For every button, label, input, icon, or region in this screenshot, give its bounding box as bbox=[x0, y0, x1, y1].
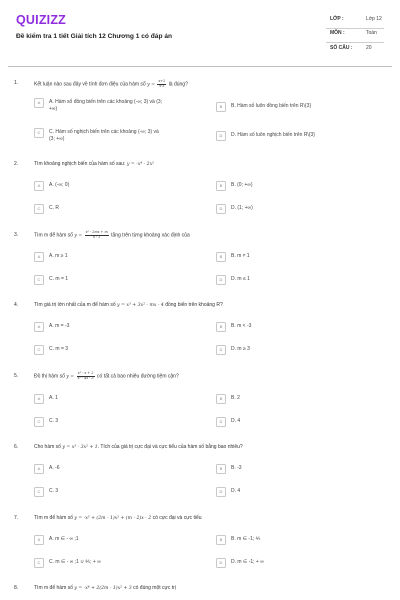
option-badge: B bbox=[216, 102, 226, 112]
document-title: Đề kiểm tra 1 tiết Giải tích 12 Chương 1 có đáp án bbox=[16, 33, 173, 40]
option-badge: A bbox=[34, 464, 44, 474]
question-prefix: Cho hàm số bbox=[34, 444, 61, 450]
question-prefix: Đồ thị hàm số bbox=[34, 373, 65, 380]
option-badge: A bbox=[34, 252, 44, 262]
option-text: C. R bbox=[49, 205, 59, 212]
option-badge: A bbox=[34, 322, 44, 332]
option-line-1: A. Hàm số đồng biến trên các khoảng (-∞; 3) và (3; bbox=[49, 99, 163, 106]
option-badge: C bbox=[34, 275, 44, 285]
option-line-1: C. Hàm số nghịch biến trên các khoảng (-∞; 3) và bbox=[49, 129, 159, 136]
option-text: A. m ∈ - ∞ ;1 bbox=[49, 536, 79, 543]
option-text: B. m ≠ 1 bbox=[231, 253, 250, 260]
question-math: y = x³ + 3x² - mx - 4 bbox=[117, 303, 164, 308]
option-text: A. -6 bbox=[49, 465, 60, 472]
question-number: 8. bbox=[14, 585, 19, 591]
question-text bbox=[34, 80, 188, 88]
option-text: D. m ≥ 3 bbox=[231, 346, 250, 353]
fraction-numerator: x+2 bbox=[158, 79, 166, 83]
question-prefix: Tìm m để hàm số bbox=[34, 515, 73, 521]
option-text: D. m ≤ 1 bbox=[231, 276, 250, 283]
question-prefix: Tìm giá trị lớn nhất của m để hàm số bbox=[34, 302, 116, 308]
meta-grade-label: LỚP : bbox=[330, 16, 344, 22]
meta-subject bbox=[326, 28, 384, 43]
option-text: C. m = 1 bbox=[49, 276, 69, 283]
question-fraction bbox=[157, 80, 166, 88]
meta-subject-value: Toán bbox=[366, 30, 377, 36]
option-badge: A bbox=[34, 394, 44, 404]
meta-count-value: 20 bbox=[366, 45, 372, 51]
option-badge: C bbox=[34, 345, 44, 355]
question-suffix: là đúng? bbox=[168, 81, 188, 88]
option-badge: B bbox=[216, 535, 226, 545]
option-badge: C bbox=[34, 417, 44, 427]
question-number: 2. bbox=[14, 161, 19, 167]
option-text: D. 4 bbox=[231, 418, 241, 425]
question-text bbox=[34, 231, 190, 239]
question-fraction bbox=[85, 231, 109, 239]
option-badge: B bbox=[216, 252, 226, 262]
question-math: y = bbox=[147, 82, 155, 88]
question-prefix: Kết luận nào sau đây về tính đơn điệu của hàm số bbox=[34, 81, 146, 88]
option-text: D. Hàm số luôn nghịch biến trên R\{3} bbox=[231, 132, 315, 139]
option-badge: D bbox=[216, 487, 226, 497]
quizizz-logo[interactable]: QUIZIZZ bbox=[16, 13, 67, 27]
question-fraction bbox=[77, 372, 95, 380]
option-badge: C bbox=[34, 487, 44, 497]
option-text: A. (-∞; 0) bbox=[49, 182, 70, 189]
meta-grade-value: Lớp 12 bbox=[366, 16, 382, 22]
option-badge: A bbox=[34, 535, 44, 545]
option-badge: B bbox=[216, 394, 226, 404]
option-text: B. 2 bbox=[231, 395, 240, 402]
option-text: B. (0; +∞) bbox=[231, 182, 253, 189]
option-text: A. 1 bbox=[49, 395, 58, 402]
option-text: B. Hàm số luôn đồng biến trên R\{3} bbox=[231, 103, 312, 110]
question-text bbox=[34, 585, 176, 591]
option-badge: D bbox=[216, 417, 226, 427]
option-badge: D bbox=[216, 345, 226, 355]
option-line-2: (3; +∞) bbox=[49, 135, 65, 142]
option-badge: B bbox=[216, 181, 226, 191]
question-math: y = bbox=[74, 233, 83, 239]
question-number: 4. bbox=[14, 302, 19, 308]
question-number: 3. bbox=[14, 232, 19, 238]
question-prefix: Tìm m để hàm số bbox=[34, 232, 73, 239]
question-text bbox=[34, 515, 202, 521]
question-math: y = bbox=[66, 374, 75, 380]
option-badge: D bbox=[216, 131, 226, 141]
option-text: C. m = 3 bbox=[49, 346, 69, 353]
option-text: D. 4 bbox=[231, 488, 241, 495]
question-suffix: có tất cả bao nhiêu đường tiệm cận? bbox=[97, 373, 179, 380]
question-math: y = -x⁴ - 2x² bbox=[126, 162, 155, 167]
question-number: 1. bbox=[14, 80, 19, 86]
question-prefix: Tìm khoảng nghịch biến của hàm số sau: bbox=[34, 161, 126, 167]
question-prefix: Tìm m để hàm số bbox=[34, 585, 73, 591]
fraction-denominator: x - 1 bbox=[92, 234, 101, 239]
question-text bbox=[34, 161, 154, 167]
fraction-denominator: x² - 4x - 3 bbox=[77, 375, 94, 380]
meta-question-count bbox=[326, 43, 384, 57]
option-text: A. m = -3 bbox=[49, 323, 70, 330]
option-text: C. 3 bbox=[49, 488, 59, 495]
question-suffix: có đúng một cực trị bbox=[133, 585, 176, 591]
question-suffix: tăng trên từng khoảng xác định của bbox=[111, 232, 190, 239]
question-suffix: có cực đại và cực tiểu bbox=[152, 515, 202, 521]
option-badge: C bbox=[34, 128, 44, 138]
option-badge: A bbox=[34, 181, 44, 191]
question-number: 6. bbox=[14, 444, 19, 450]
option-text: B. m ∈ -1; ⅘ bbox=[231, 536, 261, 543]
option-text: B. -3 bbox=[231, 465, 242, 472]
fraction-numerator: x² - 2mx + m bbox=[85, 230, 108, 234]
question-number: 7. bbox=[14, 515, 19, 521]
question-math: y = -x³ + (2m - 1)x² + (m - 2)x - 2 bbox=[74, 516, 152, 521]
option-line-2: +∞) bbox=[49, 105, 58, 112]
question-text bbox=[34, 302, 223, 308]
option-badge: B bbox=[216, 322, 226, 332]
option-text: C. m ∈ - ∞ ;1 ∪ ⅘; + ∞ bbox=[49, 559, 101, 566]
option-text: C. 3 bbox=[49, 418, 59, 425]
option-badge: A bbox=[34, 98, 44, 108]
option-badge: C bbox=[34, 558, 44, 568]
question-text bbox=[34, 372, 179, 380]
meta-grade bbox=[326, 14, 384, 29]
header-divider bbox=[8, 66, 392, 67]
option-badge: B bbox=[216, 464, 226, 474]
question-math: y = x³ - 3x² + 1 bbox=[62, 445, 98, 450]
option-text: D. (1; +∞) bbox=[231, 205, 253, 212]
option-text bbox=[49, 129, 159, 142]
meta-count-label: SỐ CÂU : bbox=[330, 45, 353, 51]
question-suffix: đồng biến trên khoảng R? bbox=[165, 302, 223, 308]
fraction-denominator: x-3 bbox=[159, 83, 165, 88]
question-text bbox=[34, 444, 243, 450]
option-text bbox=[49, 99, 162, 112]
question-math: y = -x⁴ + 2(2m - 1)x² + 3 bbox=[74, 586, 132, 591]
option-badge: D bbox=[216, 558, 226, 568]
option-badge: C bbox=[34, 204, 44, 214]
meta-subject-label: MÔN : bbox=[330, 30, 345, 36]
question-number: 5. bbox=[14, 373, 19, 379]
fraction-numerator: x² - x + 2 bbox=[77, 371, 94, 375]
quiz-header bbox=[0, 0, 400, 66]
question-suffix: . Tích của giá trị cực đại và cực tiểu của hàm số bằng bao nhiêu? bbox=[97, 444, 243, 450]
option-badge: D bbox=[216, 275, 226, 285]
option-text: A. m ≥ 1 bbox=[49, 253, 68, 260]
option-text: B. m < -3 bbox=[231, 323, 252, 330]
option-text: D. m ∈ -1; + ∞ bbox=[231, 559, 264, 566]
option-badge: D bbox=[216, 204, 226, 214]
